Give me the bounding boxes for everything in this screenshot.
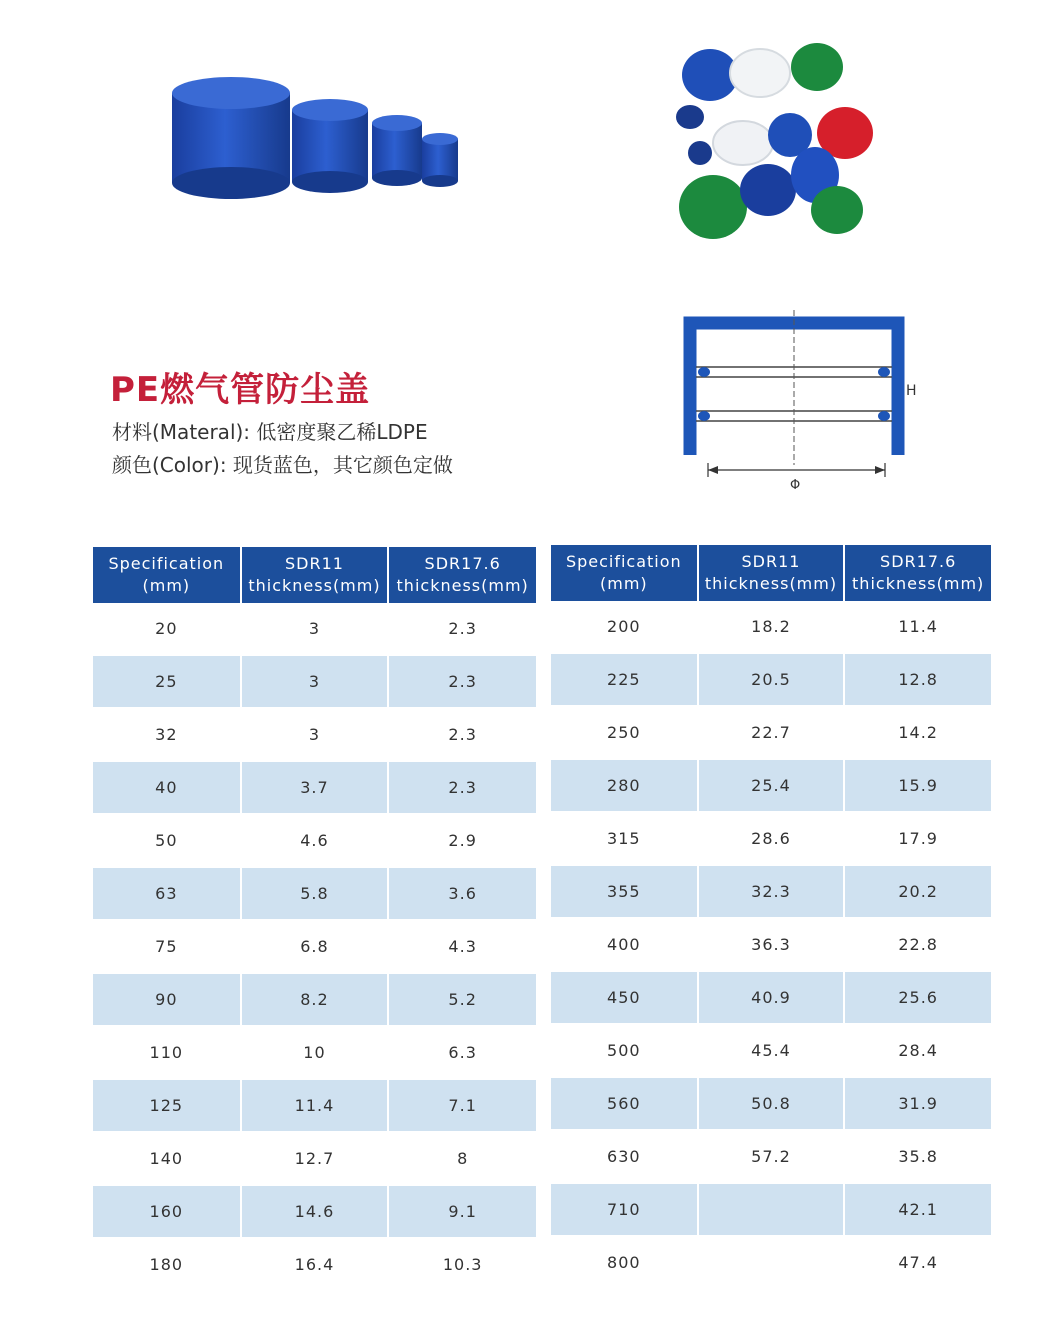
table-cell: 3 [241,655,389,708]
column-header [844,545,991,601]
product-title: PE燃气管防尘盖 [110,370,371,410]
table-cell: 2.3 [388,655,536,708]
table-cell: 57.2 [698,1130,845,1183]
table-cell: 47.4 [844,1236,991,1289]
column-header-line: Specification [565,552,682,571]
table-cell: 25.4 [698,759,845,812]
table-cell: 10.3 [388,1238,536,1291]
blue-caps-photo [150,55,480,215]
column-header [241,547,389,603]
column-header-line: SDR17.6 [424,554,501,573]
table-cell: 18.2 [698,601,845,653]
table-cell: 630 [551,1130,698,1183]
table-row [93,1238,536,1291]
column-header [93,547,241,603]
table-cell: 11.4 [844,601,991,653]
table-cell: 8.2 [241,973,389,1026]
table-row [551,1183,991,1236]
table-cell: 400 [551,918,698,971]
table-cell: 9.1 [388,1185,536,1238]
table-cell: 36.3 [698,918,845,971]
table-cell: 2.3 [388,761,536,814]
table-cell: 2.3 [388,708,536,761]
table-cell: 4.6 [241,814,389,867]
colored-caps-photo [665,35,880,250]
table-cell: 20 [93,603,241,655]
table-cell: 25.6 [844,971,991,1024]
table-row [551,653,991,706]
table-cell: 200 [551,601,698,653]
column-header-line: thickness(mm) [852,574,985,593]
table-cell: 14.6 [241,1185,389,1238]
table-cell: 355 [551,865,698,918]
height-label: H [906,383,917,399]
table-cell: 6.8 [241,920,389,973]
spec-table-left [93,547,536,1292]
column-header-line: thickness(mm) [396,576,529,595]
column-header-line: thickness(mm) [248,576,381,595]
table-cell: 5.8 [241,867,389,920]
table-cell: 500 [551,1024,698,1077]
table-row [93,814,536,867]
cap-small [372,115,422,186]
table-header-row [551,545,991,601]
table-cell: 7.1 [388,1079,536,1132]
table-row [93,973,536,1026]
table-row [551,971,991,1024]
column-header [551,545,698,601]
table-cell: 3 [241,603,389,655]
cap-large [172,77,290,199]
material-line: 材料(Materal): 低密度聚乙稀LDPE [112,420,428,444]
table-cell: 25 [93,655,241,708]
table-row [93,1026,536,1079]
table-cell: 75 [93,920,241,973]
table-cell: 50.8 [698,1077,845,1130]
table-cell: 20.5 [698,653,845,706]
table-row [551,1236,991,1289]
column-header-line: SDR11 [741,552,801,571]
table-cell: 315 [551,812,698,865]
table-row [551,1024,991,1077]
table-cell: 450 [551,971,698,1024]
table-cell: 710 [551,1183,698,1236]
table-cell [698,1183,845,1236]
table-cell: 560 [551,1077,698,1130]
column-header [388,547,536,603]
table-row [93,1132,536,1185]
table-row [551,812,991,865]
table-cell: 11.4 [241,1079,389,1132]
table-cell: 110 [93,1026,241,1079]
table-cell: 28.4 [844,1024,991,1077]
table-row [551,706,991,759]
table-cell: 32.3 [698,865,845,918]
table-cell: 50 [93,814,241,867]
column-header-line: SDR17.6 [880,552,957,571]
table-row [93,761,536,814]
table-cell: 20.2 [844,865,991,918]
table-cell: 15.9 [844,759,991,812]
table-cell: 35.8 [844,1130,991,1183]
table-cell: 800 [551,1236,698,1289]
table-cell: 12.7 [241,1132,389,1185]
color-line: 颜色(Color): 现货蓝色，其它颜色定做 [112,453,453,477]
table-cell: 2.9 [388,814,536,867]
column-header-line: thickness(mm) [704,574,838,593]
table-row [93,603,536,655]
table-row [551,759,991,812]
table-cell: 250 [551,706,698,759]
table-cell: 42.1 [844,1183,991,1236]
table-row [93,1185,536,1238]
table-cell: 22.8 [844,918,991,971]
table-cell: 31.9 [844,1077,991,1130]
table-row [93,655,536,708]
table-row [93,867,536,920]
table-cell: 90 [93,973,241,1026]
table-cell: 17.9 [844,812,991,865]
table-header-row [93,547,536,603]
table-row [551,865,991,918]
spec-table-right [551,545,991,1290]
table-cell: 4.3 [388,920,536,973]
table-cell: 160 [93,1185,241,1238]
table-cell [698,1236,845,1289]
table-cell: 6.3 [388,1026,536,1079]
table-cell: 3.7 [241,761,389,814]
table-cell: 8 [388,1132,536,1185]
column-header [698,545,845,601]
table-cell: 16.4 [241,1238,389,1291]
table-row [551,601,991,653]
table-row [551,1077,991,1130]
table-cell: 125 [93,1079,241,1132]
table-cell: 280 [551,759,698,812]
table-cell: 28.6 [698,812,845,865]
table-cell: 10 [241,1026,389,1079]
table-cell: 3.6 [388,867,536,920]
table-cell: 63 [93,867,241,920]
table-cell: 45.4 [698,1024,845,1077]
table-cell: 180 [93,1238,241,1291]
cap-cross-section-diagram [680,305,930,500]
table-row [551,1130,991,1183]
table-row [93,1079,536,1132]
table-cell: 40.9 [698,971,845,1024]
table-row [93,708,536,761]
table-cell: 3 [241,708,389,761]
cap-medium [292,99,368,193]
column-header-line: (mm) [142,576,191,595]
diameter-label: Φ [790,478,801,493]
column-header-line: SDR11 [285,554,344,573]
cap-mini [422,133,458,187]
column-header-line: (mm) [600,574,648,593]
table-cell: 5.2 [388,973,536,1026]
table-cell: 2.3 [388,603,536,655]
table-cell: 32 [93,708,241,761]
table-cell: 225 [551,653,698,706]
table-cell: 14.2 [844,706,991,759]
table-cell: 40 [93,761,241,814]
table-cell: 12.8 [844,653,991,706]
column-header-line: Specification [108,554,225,573]
table-cell: 22.7 [698,706,845,759]
table-cell: 140 [93,1132,241,1185]
table-row [93,920,536,973]
table-row [551,918,991,971]
